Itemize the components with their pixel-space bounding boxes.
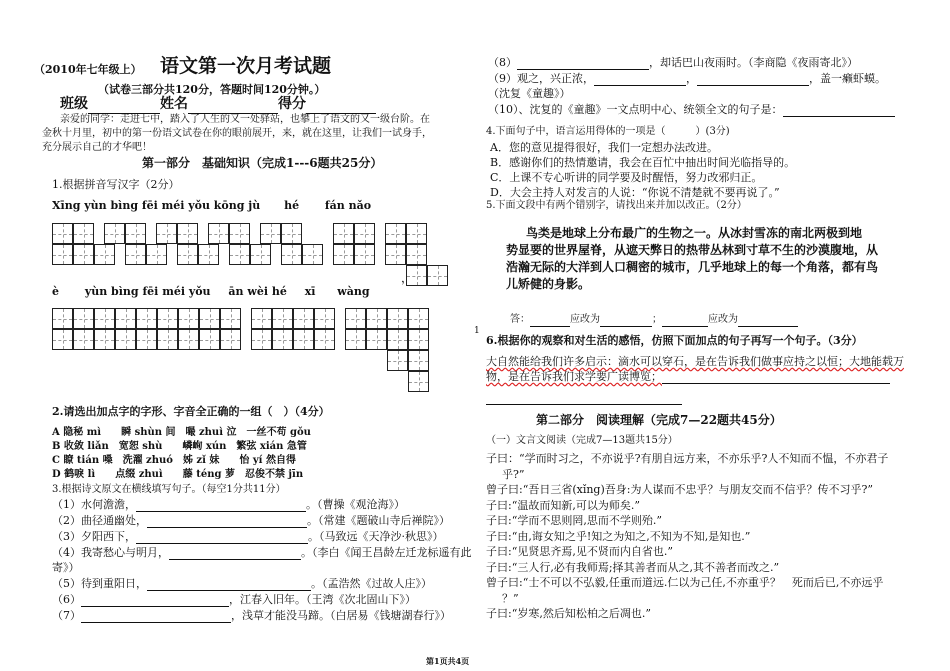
q3-line-4 [52,546,472,560]
answer-blank[interactable] [662,326,708,327]
char-box[interactable] [406,223,427,244]
answer-label: 答： [510,314,530,325]
char-box[interactable] [125,244,146,265]
q6-text-1 [486,355,904,369]
q6-sentence: 大自然能给我们许多启示：滴水可以穿石，是在告诉我们做事应持之以恒；大地能载万 [486,355,904,368]
char-box[interactable] [157,329,178,350]
char-box[interactable] [115,308,136,329]
q3-source: 。（曹操《观沧海》） [306,498,405,511]
q3-prompt: （5）待到重阳日， [52,577,147,590]
char-box[interactable] [345,308,366,329]
answer-blank[interactable] [517,69,649,70]
char-box[interactable] [178,308,199,329]
char-box[interactable] [52,308,73,329]
answer-blank[interactable] [486,403,682,405]
q3-prompt: （8） [488,56,517,69]
q2-option-a[interactable]: A 隐秘 mì 瞬 shùn 间 嘬 zhuì 泣 一丝不苟 gǒu [52,427,311,438]
char-box[interactable] [157,308,178,329]
q3-line-8 [488,56,858,70]
comma-mark: ， [401,271,414,285]
q3-source: ，江春入旧年。（王湾《次北固山下》） [229,593,416,606]
q6-sentence: 物，是在告诉我们求学要广读博览； [486,370,662,383]
char-box[interactable] [94,308,115,329]
grade-label: （2010年七年级上） [34,63,142,76]
score-label: 得分 [278,96,306,112]
char-box[interactable] [220,308,241,329]
answer-blank[interactable] [697,85,809,86]
char-box[interactable] [281,223,302,244]
char-box[interactable] [387,350,408,371]
q1-pinyin-row1 [52,199,371,213]
q3-prompt: （2）曲径通幽处， [52,514,147,527]
char-box[interactable] [52,329,73,350]
intro-line-1: 亲爱的同学：走进七中，踏入了人生的又一处驿站，也攀上了语文的又一级台阶。在 [60,114,430,125]
char-box[interactable] [406,244,427,265]
answer-blank[interactable] [136,511,306,512]
change-label: 应改为 [708,314,738,325]
page-footer: 第1页共4页 [426,656,470,666]
q5-title: 5.下面文段中有两个错别字，请找出来并加以改正。（2分） [486,200,747,211]
char-box[interactable] [354,244,375,265]
answer-blank[interactable] [147,590,311,591]
q3-source: 。（常建《题破山寺后禅院》） [307,514,450,527]
char-box[interactable] [229,244,250,265]
char-box[interactable] [250,244,271,265]
char-box[interactable] [208,223,229,244]
pinyin-seg: è [52,285,59,298]
char-box[interactable] [366,329,387,350]
char-box[interactable] [408,308,429,329]
q3-line-4-cont: 寄》） [52,561,80,574]
char-box[interactable] [229,223,250,244]
char-box[interactable] [251,308,272,329]
class-label: 班级 [60,96,88,112]
char-box[interactable] [272,329,293,350]
char-box[interactable] [427,265,448,286]
answer-blank[interactable] [662,383,890,384]
q3-prompt: （10）、沈复的《童趣》一文点明中心、统领全文的句子是： [488,103,783,116]
char-box[interactable] [178,329,199,350]
classics-line: 子曰:“见贤思齐焉,见不贤而内自省也.” [486,545,673,558]
answer-blank[interactable] [81,622,231,623]
answer-blank[interactable] [738,326,798,327]
q3-prompt: （4）我寄愁心与明月， [52,546,169,559]
answer-blank[interactable] [530,326,570,327]
char-box[interactable] [115,329,136,350]
q3-source: 。（孟浩然《过故人庄》） [311,577,432,590]
q3-line-3 [52,530,444,544]
char-box[interactable] [104,223,125,244]
char-box[interactable] [156,223,177,244]
part1-heading: 第一部分 基础知识（完成1---6题共25分） [142,156,383,170]
q2-title: 2.请选出加点字的字形、字音全正确的一组（ ）（4分） [52,405,330,418]
q5-passage-2: 势显要的世界屋脊，从遮天弊日的热带丛林到寸草不生的沙漠腹地，从 [506,243,879,257]
char-box[interactable] [387,329,408,350]
char-box[interactable] [272,308,293,329]
classics-line: 子曰:“三人行,必有我师焉;择其善者而从之,其不善者而改之.” [486,560,780,574]
q3-line-9-src: （沈复《童趣》） [488,87,571,100]
separator: ， [686,72,697,85]
intro-line-2: 金秋十月里，初中的第一份语文试卷在你的眼前展开，来，就在这里，让我们一试身手， [42,128,432,139]
q3-line-9 [488,72,886,86]
q3-line-5 [52,577,432,591]
classics-line: 曾子曰:“士不可以不弘毅,任重而道远.仁以为己任,不亦重乎？ 死而后已,不亦远乎 [486,576,884,589]
q3-line-2 [52,514,450,528]
char-box[interactable] [387,308,408,329]
char-box[interactable] [73,244,94,265]
q3-prompt: （6） [52,593,81,606]
char-box[interactable] [199,329,220,350]
q5-answer-row [510,314,798,327]
pinyin-seg: wàng [337,285,370,298]
q2-option-d[interactable]: D 鹤唳 lì 点缀 zhuì 藤 téng 萝 忍俊不禁 jīn [52,469,304,480]
q5-passage-1: 鸟类是地球上分布最广的生物之一。从冰封雪冻的南北两极到地 [526,226,863,240]
char-box[interactable] [293,308,314,329]
q3-source: 。（马致远《天净沙·秋思》） [308,530,444,543]
q3-prompt: （9）观之，兴正浓， [488,72,594,85]
char-box[interactable] [260,223,281,244]
char-box[interactable] [385,244,406,265]
char-box[interactable] [302,244,323,265]
char-box[interactable] [136,329,157,350]
char-box[interactable] [333,244,354,265]
classics-line: 乎?” [502,467,525,481]
part2-sub: （一）文言文阅读（完成7—13题共15分） [486,435,678,446]
pinyin-seg: hé [284,199,300,212]
margin-mark: 1 [474,326,480,336]
q3-source: ，盖一癞虾蟆。 [809,72,886,85]
char-box[interactable] [366,308,387,329]
char-box[interactable] [345,329,366,350]
classics-line: 子曰:“温故而知新,可以为师矣.” [486,498,640,512]
char-box[interactable] [177,223,198,244]
q4-option-a[interactable]: A．您的意见提得很好，我们一定想办法改进。 [490,141,718,154]
q3-line-7 [52,609,451,623]
q6-text-2 [486,370,890,384]
q4-option-d[interactable]: D．大会主持人对发言的人说：“你说不清楚就不要再说了。” [490,186,780,199]
classics-line: 子曰:“由,诲女知之乎!知之为知之,不知为不知,是知也.” [486,529,751,543]
char-box[interactable] [136,308,157,329]
q2-option-c[interactable]: C 瞭 tián 嗓 洗濯 zhuó 姊 zǐ 妹 怡 yí 然自得 [52,455,296,466]
answer-blank[interactable] [169,559,301,560]
name-label: 姓名 [160,96,188,112]
char-box[interactable] [314,329,335,350]
q3-source: 。（李白《闻王昌龄左迁龙标遥有此 [301,546,472,559]
classics-line: ？” [502,591,519,605]
q2-option-b[interactable]: B 收敛 liǎn 宽恕 shù 嶙峋 xún 繁弦 xián 急管 [52,441,307,452]
q3-line-6 [52,593,416,607]
char-box[interactable] [333,223,354,244]
q1-title: 1.根据拼音写汉字（2分） [52,178,180,191]
char-box[interactable] [52,244,73,265]
classics-line: 子曰:“岁寒,然后知松柏之后凋也.” [486,607,651,620]
q6-answer-line[interactable] [486,391,682,405]
char-box[interactable] [314,308,335,329]
q1-pinyin-row2 [52,285,370,299]
char-box[interactable] [408,371,429,392]
char-box[interactable] [177,244,198,265]
page-title: 语文第一次月考试题 [160,55,332,77]
answer-blank[interactable] [600,326,652,327]
char-box[interactable] [94,329,115,350]
pinyin-seg: yùn bìng fēi méi yǒu [84,285,211,298]
char-box[interactable] [408,329,429,350]
char-box[interactable] [73,223,94,244]
q3-line-10 [488,103,895,117]
change-label: 应改为 [570,314,600,325]
q3-prompt: （7） [52,609,81,622]
char-box[interactable] [220,329,241,350]
char-box[interactable] [281,244,302,265]
answer-blank[interactable] [81,606,229,607]
char-box[interactable] [385,223,406,244]
subtitle: （试卷三部分共120分，答题时间120分钟。） [98,83,326,96]
q4-option-c[interactable]: C．上课不专心听讲的同学要及时醒悟，努力改邪归正。 [490,171,763,184]
q4-title: 4.下面句子中，语言运用得体的一项是（ ）(3分) [486,126,730,137]
pinyin-seg: xī [304,285,316,298]
q3-line-1 [52,498,405,512]
info-row [60,96,376,114]
q3-source: ，却话巴山夜雨时。（李商隐《夜雨寄北》） [649,56,858,69]
char-box[interactable] [73,329,94,350]
classics-line: 曾子曰:“吾日三省(xǐng)吾身:为人谋而不忠乎？与朋友交而不信乎？传不习乎?” [486,483,873,496]
char-box[interactable] [408,350,429,371]
answer-blank[interactable] [594,85,686,86]
part2-heading: 第二部分 阅读理解（完成7—22题共45分） [536,413,782,427]
pinyin-seg: fán nǎo [324,199,372,212]
classics-line: 子曰:“学而不思则罔,思而不学则殆.” [486,514,662,527]
char-box[interactable] [251,329,272,350]
q3-prompt: （3）夕阳西下， [52,530,136,543]
classics-line: 子曰：“学而时习之，不亦说乎?有朋自远方来，不亦乐乎?人不知而不愠，不亦君子 [486,452,889,465]
answer-blank[interactable] [147,527,307,528]
q5-passage-4: 儿矫健的身影。 [506,277,591,291]
answer-blank[interactable] [136,543,308,544]
q3-source: ，浅草才能没马蹄。（白居易《钱塘湖春行》） [231,609,451,622]
char-box[interactable] [354,223,375,244]
char-box[interactable] [198,244,219,265]
q6-title: 6.根据你的观察和对生活的感悟，仿照下面加点的句子再写一个句子。（3分） [486,334,863,347]
separator: ； [652,314,662,325]
char-box[interactable] [199,308,220,329]
q5-passage-3: 浩瀚无际的大洋到人口稠密的城市，几乎地球上的每一个角落，都有鸟 [506,260,879,274]
pinyin-seg: ān wèi hé [228,285,287,298]
char-box[interactable] [94,244,115,265]
answer-blank[interactable] [783,116,895,117]
q3-title: 3.根据诗文原文在横线填写句子。（每空1分共11分） [52,484,286,495]
char-box[interactable] [146,244,167,265]
q3-prompt: （1）水何澹澹， [52,498,136,511]
char-box[interactable] [73,308,94,329]
q4-option-b[interactable]: B．感谢你们的热情邀请，我会在百忙中抽出时间光临指导的。 [490,156,796,169]
char-box[interactable] [125,223,146,244]
intro-line-3: 充分展示自己的才华吧！ [42,142,152,153]
char-box[interactable] [293,329,314,350]
pinyin-seg: Xīng yùn bìng fēi méi yǒu kōng jù [52,199,261,212]
char-box[interactable] [52,223,73,244]
